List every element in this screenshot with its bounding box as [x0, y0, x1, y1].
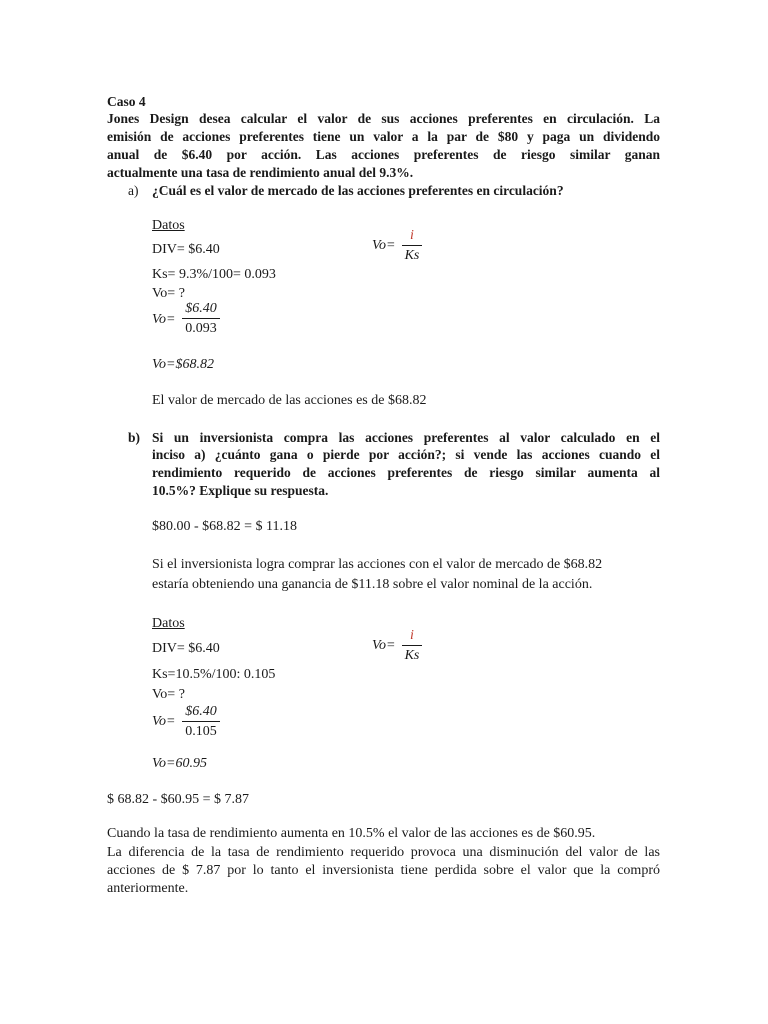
intro-line-2: emisión de acciones preferentes tiene un valor a la par de $80 y paga un dividendo	[107, 129, 660, 144]
final-line-1: Cuando la tasa de rendimiento aumenta en 10.5% el valor de las acciones es de $60.95.	[107, 826, 596, 841]
part-a-marker: a)	[128, 183, 139, 198]
part-a-result: Vo=$68.82	[152, 357, 214, 372]
part-a-calc-lhs: Vo=	[152, 312, 176, 327]
intro-line-4: actualmente una tasa de rendimiento anual del 9.3%.	[107, 165, 414, 180]
part-a-formula-fraction	[402, 228, 422, 263]
part-a-ks: Ks= 9.3%/100= 0.093	[152, 267, 276, 282]
part-a-calc-fraction	[182, 301, 220, 336]
part-b-ks: Ks=10.5%/100: 0.105	[152, 667, 276, 682]
part-b-formula-num: i	[410, 628, 414, 643]
part-b-calc-fraction	[182, 704, 220, 739]
part-b-formula-lhs: Vo=	[372, 638, 396, 653]
part-b-difference: $80.00 - $68.82 = $ 11.18	[152, 519, 298, 534]
part-b-explain-line-2: estaría obteniendo una ganancia de $11.18 sobre el valor nominal de la acción.	[152, 577, 593, 592]
fraction-bar	[402, 645, 422, 646]
part-b-calc-lhs: Vo=	[152, 714, 176, 729]
part-a-datos-label: Datos	[152, 218, 185, 233]
part-a-calc-den: 0.093	[185, 321, 217, 336]
part-b-formula-den: Ks	[404, 648, 420, 663]
fraction-bar	[182, 721, 220, 722]
part-b-result: Vo=60.95	[152, 756, 207, 771]
part-b-datos-label: Datos	[152, 616, 185, 631]
part-b-question-line-3: rendimiento requerido de acciones preferentes de riesgo similar aumenta al	[152, 465, 660, 480]
intro-line-1: Jones Design desea calcular el valor de sus acciones preferentes en circulación. La	[107, 111, 660, 126]
part-a-div: DIV= $6.40	[152, 242, 220, 257]
case-title: Caso 4	[107, 94, 146, 109]
fraction-bar	[182, 318, 220, 319]
intro-line-3: anual de $6.40 por acción. Las acciones preferentes de riesgo similar ganan	[107, 147, 660, 162]
part-b-vo: Vo= ?	[152, 687, 185, 702]
part-b-calc-den: 0.105	[185, 724, 217, 739]
final-line-4: anteriormente.	[107, 881, 189, 896]
part-b-div: DIV= $6.40	[152, 641, 220, 656]
part-a-formula-den: Ks	[404, 248, 420, 263]
final-line-3: acciones de $ 7.87 por lo tanto el inversionista tiene perdida sobre el valor que la compró	[107, 863, 660, 878]
part-a-conclusion: El valor de mercado de las acciones es de $68.82	[152, 393, 427, 408]
part-b-question-line-2: inciso a) ¿cuánto gana o pierde por acción?; si vende las acciones cuando el	[152, 447, 660, 462]
part-b-marker: b)	[128, 430, 141, 445]
fraction-bar	[402, 245, 422, 246]
part-a-formula-lhs: Vo=	[372, 238, 396, 253]
final-line-2: La diferencia de la tasa de rendimiento requerido provoca una disminución del valor de las	[107, 845, 660, 860]
part-b-explain-line-1: Si el inversionista logra comprar las acciones con el valor de mercado de $68.82	[152, 557, 603, 572]
part-a-vo: Vo= ?	[152, 286, 185, 301]
part-b-question-line-1: Si un inversionista compra las acciones preferentes al valor calculado en el	[152, 430, 660, 445]
part-b-calc-num: $6.40	[185, 704, 217, 719]
part-a-calc-num: $6.40	[185, 301, 217, 316]
part-b-formula-fraction	[402, 628, 422, 663]
part-a-formula-num: i	[410, 228, 414, 243]
final-difference: $ 68.82 - $60.95 = $ 7.87	[107, 792, 250, 807]
part-b-question-line-4: 10.5%? Explique su respuesta.	[152, 483, 329, 498]
part-a-question: ¿Cuál es el valor de mercado de las acciones preferentes en circulación?	[152, 183, 564, 198]
